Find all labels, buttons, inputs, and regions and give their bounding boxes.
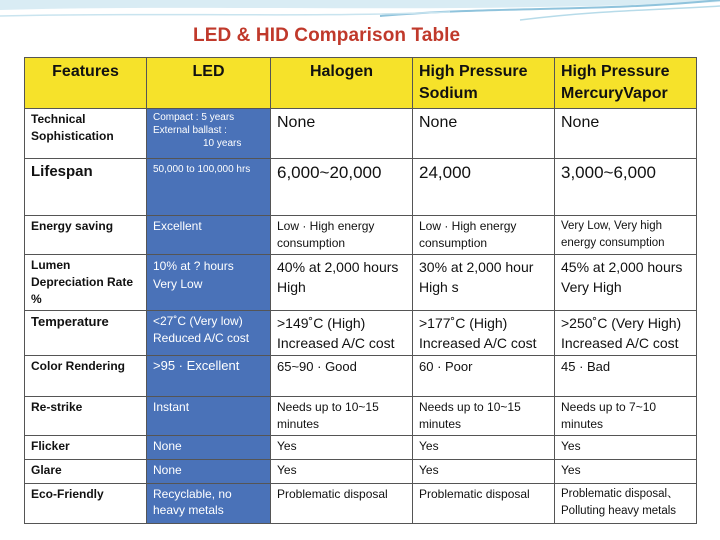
feature-cell: Re-strike <box>25 397 147 436</box>
sodium-cell <box>413 460 555 484</box>
table-row <box>25 216 697 255</box>
mercury-cell <box>555 159 697 216</box>
sodium-cell <box>413 255 555 311</box>
feature-cell: Lifespan <box>25 159 147 216</box>
halogen-cell <box>271 216 413 255</box>
cell-line: 6,000~20,000 <box>277 163 382 182</box>
sodium-cell <box>413 436 555 460</box>
mercury-cell <box>555 311 697 356</box>
cell-line: None <box>561 114 600 131</box>
feature-cell: Glare <box>25 460 147 484</box>
cell-line: 10% at ? hours <box>153 259 234 273</box>
comparison-table <box>24 57 697 524</box>
table-row <box>25 159 697 216</box>
sodium-cell <box>413 484 555 524</box>
mercury-cell <box>555 397 697 436</box>
cell-line: Low · High energy consumption <box>419 219 517 250</box>
halogen-cell <box>271 255 413 311</box>
cell-line: 45% at 2,000 hours <box>561 259 683 275</box>
cell-line: Very High <box>561 279 622 295</box>
cell-line: 10 years <box>203 138 242 149</box>
cell-line: Needs up to 10~15 minutes <box>419 400 521 431</box>
cell-line: Yes <box>419 463 439 477</box>
cell-line: 65~90 · Good <box>277 359 357 374</box>
cell-line: Excellent <box>153 219 202 233</box>
halogen-cell <box>271 356 413 397</box>
table-row <box>25 460 697 484</box>
column-header-sodium: High Pressure Sodium <box>413 58 555 109</box>
cell-line: 30% at 2,000 hour <box>419 259 534 275</box>
cell-line: Problematic disposal <box>277 487 388 501</box>
led-cell <box>147 311 271 356</box>
column-header-halogen: Halogen <box>271 58 413 109</box>
cell-line: 24,000 <box>419 163 471 182</box>
led-cell <box>147 484 271 524</box>
cell-line: High s <box>419 279 459 295</box>
cell-line: <27˚C (Very low) <box>153 314 243 328</box>
column-header-led: LED <box>147 58 271 109</box>
cell-line: None <box>277 114 316 131</box>
mercury-cell <box>555 460 697 484</box>
cell-line: 50,000 to 100,000 hrs <box>153 164 251 175</box>
led-cell <box>147 216 271 255</box>
cell-line: >250˚C (Very High) <box>561 315 682 331</box>
sodium-cell <box>413 159 555 216</box>
table-row <box>25 356 697 397</box>
cell-line: Increased A/C cost <box>561 335 679 351</box>
feature-cell: Eco-Friendly <box>25 484 147 524</box>
table-header-row <box>25 58 697 109</box>
mercury-cell <box>555 484 697 524</box>
header-decoration <box>0 0 720 22</box>
cell-line: High <box>277 279 306 295</box>
table-row <box>25 255 697 311</box>
cell-line: >149˚C (High) <box>277 315 366 331</box>
cell-line: Recyclable, no heavy metals <box>153 487 232 517</box>
halogen-cell <box>271 436 413 460</box>
halogen-cell <box>271 109 413 159</box>
mercury-cell <box>555 109 697 159</box>
led-cell <box>147 255 271 311</box>
cell-line: None <box>153 463 182 477</box>
cell-line: Needs up to 7~10 minutes <box>561 400 657 431</box>
cell-line: None <box>153 439 182 453</box>
feature-cell: Energy saving <box>25 216 147 255</box>
cell-line: Yes <box>561 463 581 477</box>
cell-line: Increased A/C cost <box>419 335 537 351</box>
cell-line: 60 · Poor <box>419 359 473 374</box>
mercury-cell <box>555 356 697 397</box>
feature-cell: Technical Sophistication <box>25 109 147 159</box>
led-cell <box>147 159 271 216</box>
table-row <box>25 484 697 524</box>
table-row <box>25 109 697 159</box>
cell-line: Problematic disposal、Polluting heavy metals <box>561 488 679 517</box>
sodium-cell <box>413 397 555 436</box>
cell-line: Low · High energy consumption <box>277 219 375 250</box>
table-row <box>25 436 697 460</box>
cell-line: Very Low, Very high energy consumption <box>561 220 665 249</box>
mercury-cell <box>555 436 697 460</box>
sodium-cell <box>413 356 555 397</box>
cell-line: Problematic disposal <box>419 487 530 501</box>
table-row <box>25 397 697 436</box>
cell-line: >177˚C (High) <box>419 315 508 331</box>
cell-line: Yes <box>277 439 297 453</box>
feature-cell: Lumen Depreciation Rate % <box>25 255 147 311</box>
cell-line: Needs up to 10~15 minutes <box>277 400 379 431</box>
cell-line: Instant <box>153 400 190 414</box>
cell-line: Reduced A/C cost <box>153 331 250 345</box>
sodium-cell <box>413 109 555 159</box>
cell-line: Yes <box>277 463 297 477</box>
feature-cell: Color Rendering <box>25 356 147 397</box>
cell-line: 3,000~6,000 <box>561 163 657 182</box>
halogen-cell <box>271 484 413 524</box>
page-title: LED & HID Comparison Table <box>193 25 461 46</box>
sodium-cell <box>413 216 555 255</box>
column-header-features: Features <box>25 58 147 109</box>
led-cell <box>147 460 271 484</box>
cell-line: 40% at 2,000 hours <box>277 259 399 275</box>
cell-line: >95 · Excellent <box>153 358 240 373</box>
halogen-cell <box>271 397 413 436</box>
led-cell <box>147 397 271 436</box>
cell-line: Increased A/C cost <box>277 335 395 351</box>
feature-cell: Temperature <box>25 311 147 356</box>
table-row <box>25 311 697 356</box>
mercury-cell <box>555 255 697 311</box>
led-cell <box>147 109 271 159</box>
mercury-cell <box>555 216 697 255</box>
cell-line: None <box>419 114 458 131</box>
halogen-cell <box>271 311 413 356</box>
column-header-mercury: High Pressure MercuryVapor <box>555 58 697 109</box>
feature-cell: Flicker <box>25 436 147 460</box>
halogen-cell <box>271 159 413 216</box>
sodium-cell <box>413 311 555 356</box>
cell-line: External ballast : <box>153 125 227 136</box>
led-cell <box>147 356 271 397</box>
cell-line: Yes <box>419 439 439 453</box>
halogen-cell <box>271 460 413 484</box>
led-cell <box>147 436 271 460</box>
cell-line: Very Low <box>153 277 203 291</box>
cell-line: Compact : 5 years <box>153 112 235 123</box>
cell-line: Yes <box>561 439 581 453</box>
cell-line: 45 · Bad <box>561 359 611 374</box>
